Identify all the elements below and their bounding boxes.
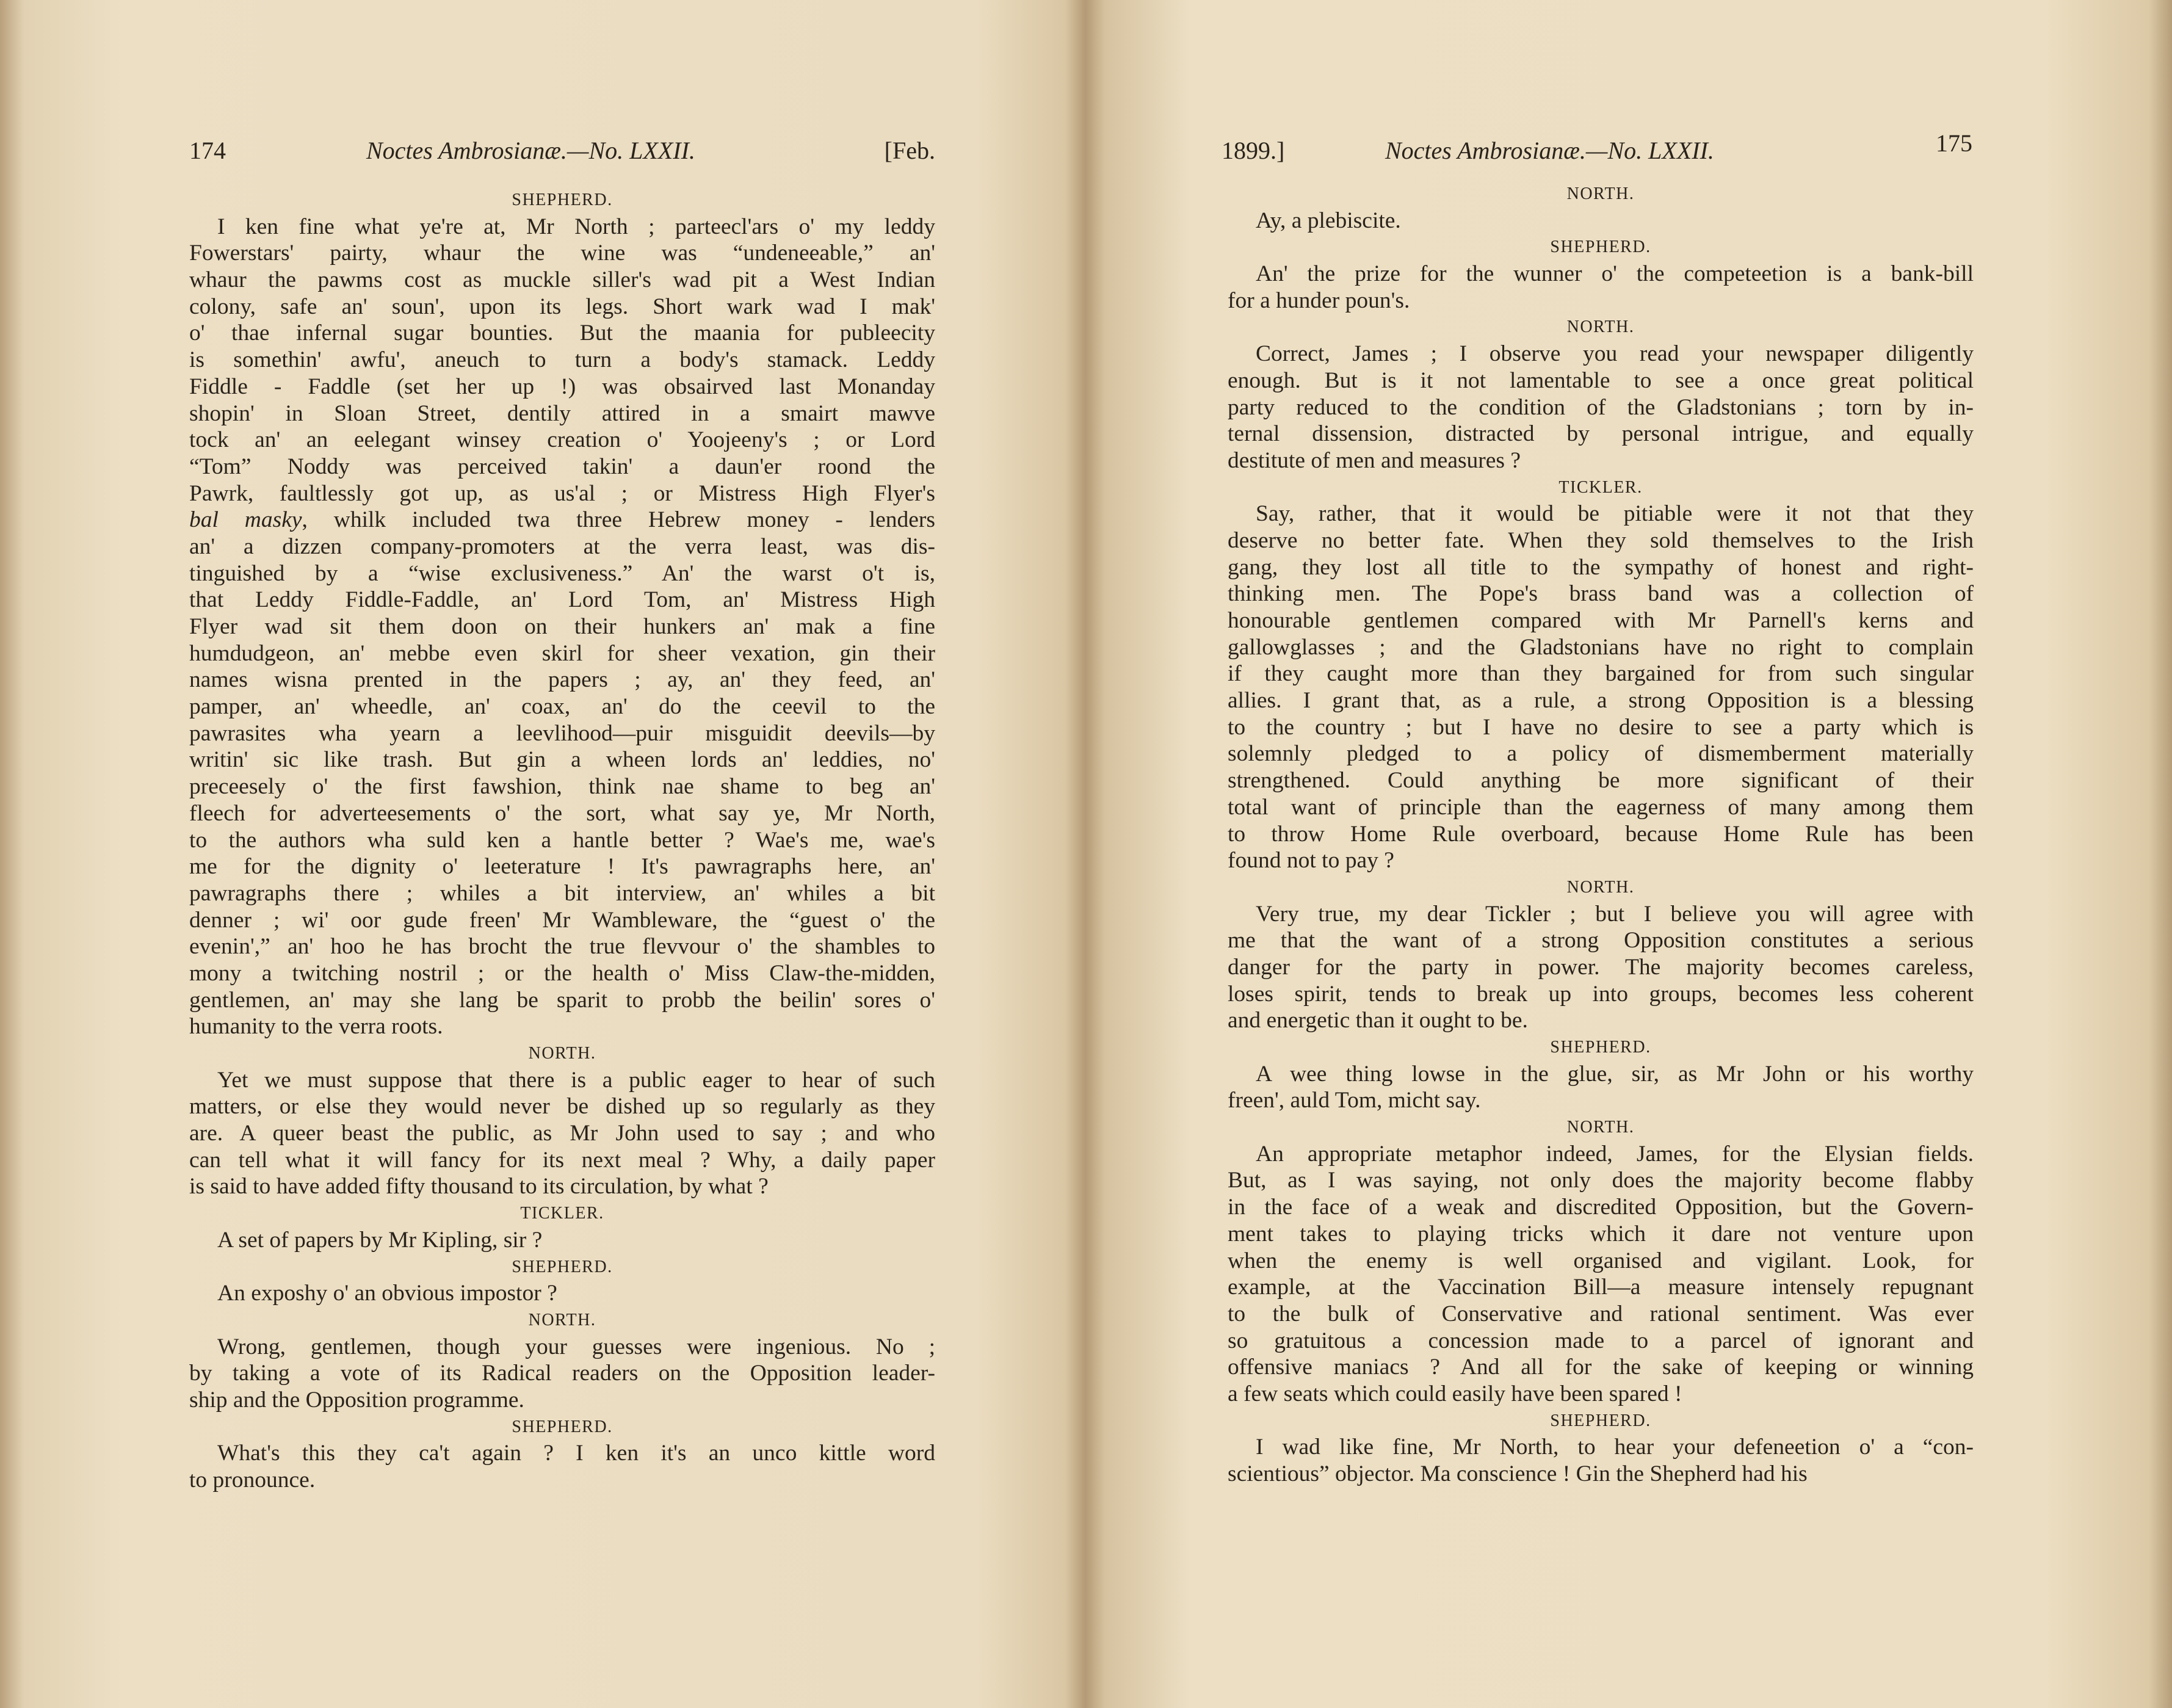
text-line: writin' sic like trash. But gin a wheen lords an' leddies, no' xyxy=(189,747,935,773)
text-line: o' thae infernal sugar bounties. But the maania for publeecity xyxy=(189,320,935,346)
left-page-header xyxy=(189,136,935,178)
speaker-heading: TICKLER. xyxy=(1558,477,1643,497)
text-line: gallowglasses ; and the Gladstonians have no right to complain xyxy=(1228,634,1974,660)
left-page-text xyxy=(189,187,935,1494)
text-line: to the authors wha suld ken a hantle better ? Wae's me, wae's xyxy=(189,827,935,853)
speaker-heading: NORTH. xyxy=(1566,877,1635,897)
speaker-heading: NORTH. xyxy=(1566,184,1635,203)
speaker-heading: NORTH. xyxy=(1566,317,1635,337)
text-line: mony a twitching nostril ; or the health o' Miss Claw-the-midden, xyxy=(189,960,935,986)
text-line: party reduced to the condition of the Gladstonians ; torn by in- xyxy=(1228,394,1974,420)
text-line: tock an' an eelegant winsey creation o' Yoojeeny's ; or Lord xyxy=(189,427,935,453)
text-line: found not to pay ? xyxy=(1228,848,1394,874)
text-line: thinking men. The Pope's brass band was a collection of xyxy=(1228,581,1974,607)
text-line: to the country ; but I have no desire to see a party which is xyxy=(1228,714,1974,740)
text-line: I wad like fine, Mr North, to hear your defeneetion o' a “con- xyxy=(1256,1435,1974,1460)
speaker-heading: SHEPHERD. xyxy=(512,1257,613,1276)
text-line: “Tom” Noddy was perceived takin' a daun'er roond the xyxy=(189,454,935,479)
speaker-heading: SHEPHERD. xyxy=(1550,237,1651,257)
text-line: loses spirit, tends to break up into groups, becomes less coherent xyxy=(1228,981,1974,1007)
text-line: example, at the Vaccination Bill—a measure intensely repugnant xyxy=(1228,1275,1974,1300)
right-page xyxy=(1086,0,2172,1708)
text-line: An exposhy o' an obvious impostor ? xyxy=(217,1281,557,1306)
text-line: Wrong, gentlemen, though your guesses were ingenious. No ; xyxy=(217,1334,935,1359)
text-line: for a hunder poun's. xyxy=(1228,288,1410,313)
text-line: Pawrk, faultlessly got up, as us'al ; or Mistress High Flyer's xyxy=(189,480,935,506)
text-line: allies. I grant that, as a rule, a strong Opposition is a blessing xyxy=(1228,688,1974,714)
text-line: But, as I was saying, not only does the majority become flabby xyxy=(1228,1168,1974,1193)
text-line: evenin',” an' hoo he has brocht the true flevvour o' the shambles to xyxy=(189,934,935,960)
date-mark: [Feb. xyxy=(884,137,935,164)
text-line: I ken fine what ye're at, Mr North ; parteecl'ars o' my leddy xyxy=(217,214,935,239)
running-title: Noctes Ambrosianæ.—No. LXXII. xyxy=(366,137,695,164)
page-number: 175 xyxy=(1936,129,1972,157)
text-line: that Leddy Fiddle-Faddle, an' Lord Tom, an' Mistress High xyxy=(189,587,935,613)
text-line: danger for the party in power. The majority becomes careless, xyxy=(1228,954,1974,980)
text-line: names wisna prented in the papers ; ay, an' they feed, an' xyxy=(189,667,935,693)
text-line: in the face of a weak and discredited Opposition, but the Govern- xyxy=(1228,1195,1974,1220)
text-line: pawragraphs there ; whiles a bit interview, an' whiles a bit xyxy=(189,880,935,906)
text-line: A wee thing lowse in the glue, sir, as Mr John or his worthy xyxy=(1256,1061,1974,1087)
text-line: freen', auld Tom, micht say. xyxy=(1228,1088,1481,1113)
text-line: Flyer wad sit them doon on their hunkers an' mak a fine xyxy=(189,614,935,639)
text-line: is said to have added fifty thousand to its circulation, by what ? xyxy=(189,1174,769,1200)
text-line: me that the want of a strong Opposition constitutes a serious xyxy=(1228,928,1974,954)
text-line: Ay, a plebiscite. xyxy=(1256,208,1401,233)
text-line: to pronounce. xyxy=(189,1467,316,1493)
text-line: bal masky, whilk included twa three Hebrew money - lenders xyxy=(189,507,935,533)
text-line: an' a dizzen company-promoters at the verra least, was dis- xyxy=(189,534,935,559)
text-line: pamper, an' wheedle, an' coax, an' do the ceevil to the xyxy=(189,694,935,720)
text-line: and energetic than it ought to be. xyxy=(1228,1008,1528,1033)
text-line: to throw Home Rule overboard, because Home Rule has been xyxy=(1228,821,1974,847)
text-line: deserve no better fate. When they sold themselves to the Irish xyxy=(1228,527,1974,553)
text-line: ternal dissension, distracted by personal intrigue, and equally xyxy=(1228,421,1974,447)
speaker-heading: NORTH. xyxy=(1566,1118,1635,1137)
text-line: Very true, my dear Tickler ; but I believe you will agree with xyxy=(1256,901,1974,927)
page-number: 174 xyxy=(189,137,226,164)
text-line: ment takes to playing tricks which it dare not venture upon xyxy=(1228,1221,1974,1247)
text-line: gentlemen, an' may she lang be sparit to probb the beilin' sores o' xyxy=(189,987,935,1013)
right-page-text xyxy=(1228,181,1974,1488)
text-line: An' the prize for the wunner o' the competeetion is a bank-bill xyxy=(1256,261,1974,287)
text-line: strengthened. Could anything be more significant of their xyxy=(1228,768,1974,794)
text-line: so gratuitous a concession made to a parcel of ignorant and xyxy=(1228,1328,1974,1353)
text-line: shopin' in Sloan Street, dentily attired in a smairt mawve xyxy=(189,400,935,426)
text-line: tinguished by a “wise exclusiveness.” An' the warst o't is, xyxy=(189,560,935,586)
text-line: pawrasites wha yearn a leevlihood—puir misguidit deevils—by xyxy=(189,720,935,746)
text-line: destitute of men and measures ? xyxy=(1228,447,1521,473)
text-line: Say, rather, that it would be pitiable were it not that they xyxy=(1256,501,1974,527)
text-line: are. A queer beast the public, as Mr John used to say ; and who xyxy=(189,1121,935,1146)
text-line: whaur the pawms cost as muckle siller's wad pit a West Indian xyxy=(189,267,935,293)
text-line: colony, safe an' soun', upon its legs. Short wark wad I mak' xyxy=(189,294,935,319)
speaker-heading: SHEPHERD. xyxy=(512,1417,613,1436)
text-line: honourable gentlemen compared with Mr Parnell's kerns and xyxy=(1228,608,1974,633)
speaker-heading: NORTH. xyxy=(528,1310,596,1330)
text-line: is somethin' awfu', aneuch to turn a body's stamack. Leddy xyxy=(189,347,935,373)
text-line: to the bulk of Conservative and rational sentiment. Was ever xyxy=(1228,1301,1974,1326)
text-line: gang, they lost all title to the sympathy of honest and right- xyxy=(1228,554,1974,580)
text-line: enough. But is it not lamentable to see a once great political xyxy=(1228,367,1974,393)
text-line: a few seats which could easily have been spared ! xyxy=(1228,1381,1682,1406)
text-line: me for the dignity o' leeterature ! It's pawragraphs here, an' xyxy=(189,854,935,880)
text-line: offensive maniacs ? And all for the sake of keeping or winning xyxy=(1228,1355,1974,1380)
text-line: Correct, James ; I observe you read your newspaper diligently xyxy=(1256,341,1974,367)
text-line: preceesely o' the first fawshion, think nae shame to beg an' xyxy=(189,774,935,800)
running-title: Noctes Ambrosianæ.—No. LXXII. xyxy=(1385,137,1714,164)
text-line: Fowerstars' pairty, whaur the wine was “undeneeable,” an' xyxy=(189,241,935,266)
text-line: ship and the Opposition programme. xyxy=(189,1387,524,1413)
text-line: scientious” objector. Ma conscience ! Gin the Shepherd had his xyxy=(1228,1461,1808,1486)
date-mark: 1899.] xyxy=(1222,137,1285,164)
text-line: Fiddle - Faddle (set her up !) was obsairved last Monanday xyxy=(189,374,935,399)
text-line: Yet we must suppose that there is a public eager to hear of such xyxy=(217,1067,935,1093)
text-line: when the enemy is well organised and vigilant. Look, for xyxy=(1228,1248,1974,1273)
text-line: A set of papers by Mr Kipling, sir ? xyxy=(217,1227,543,1253)
speaker-heading: TICKLER. xyxy=(520,1204,604,1223)
text-line: An appropriate metaphor indeed, James, for the Elysian fields. xyxy=(1256,1141,1974,1167)
text-line: denner ; wi' oor gude freen' Mr Wambleware, the “guest o' the xyxy=(189,907,935,933)
speaker-heading: SHEPHERD. xyxy=(512,190,613,209)
text-line: total want of principle than the eagerness of many among them xyxy=(1228,794,1974,820)
text-line: humdudgeon, an' mebbe even skirl for sheer vexation, gin their xyxy=(189,640,935,666)
speaker-heading: SHEPHERD. xyxy=(1550,1411,1651,1430)
text-line: by taking a vote of its Radical readers on the Opposition leader- xyxy=(189,1361,935,1386)
text-line: if they caught more than they bargained for from such singular xyxy=(1228,661,1974,687)
speaker-heading: NORTH. xyxy=(528,1044,596,1063)
speaker-heading: SHEPHERD. xyxy=(1550,1038,1651,1057)
text-line: can tell what it will fancy for its next meal ? Why, a daily paper xyxy=(189,1147,935,1173)
text-line: solemnly pledged to a policy of dismemberment materially xyxy=(1228,741,1974,767)
text-line: fleech for adverteesements o' the sort, what say ye, Mr North, xyxy=(189,800,935,826)
right-page-header xyxy=(1222,129,1972,178)
text-line: What's this they ca't again ? I ken it's an unco kittle word xyxy=(217,1441,935,1466)
text-line: matters, or else they would never be dished up so regularly as they xyxy=(189,1094,935,1120)
text-line: humanity to the verra roots. xyxy=(189,1014,443,1040)
